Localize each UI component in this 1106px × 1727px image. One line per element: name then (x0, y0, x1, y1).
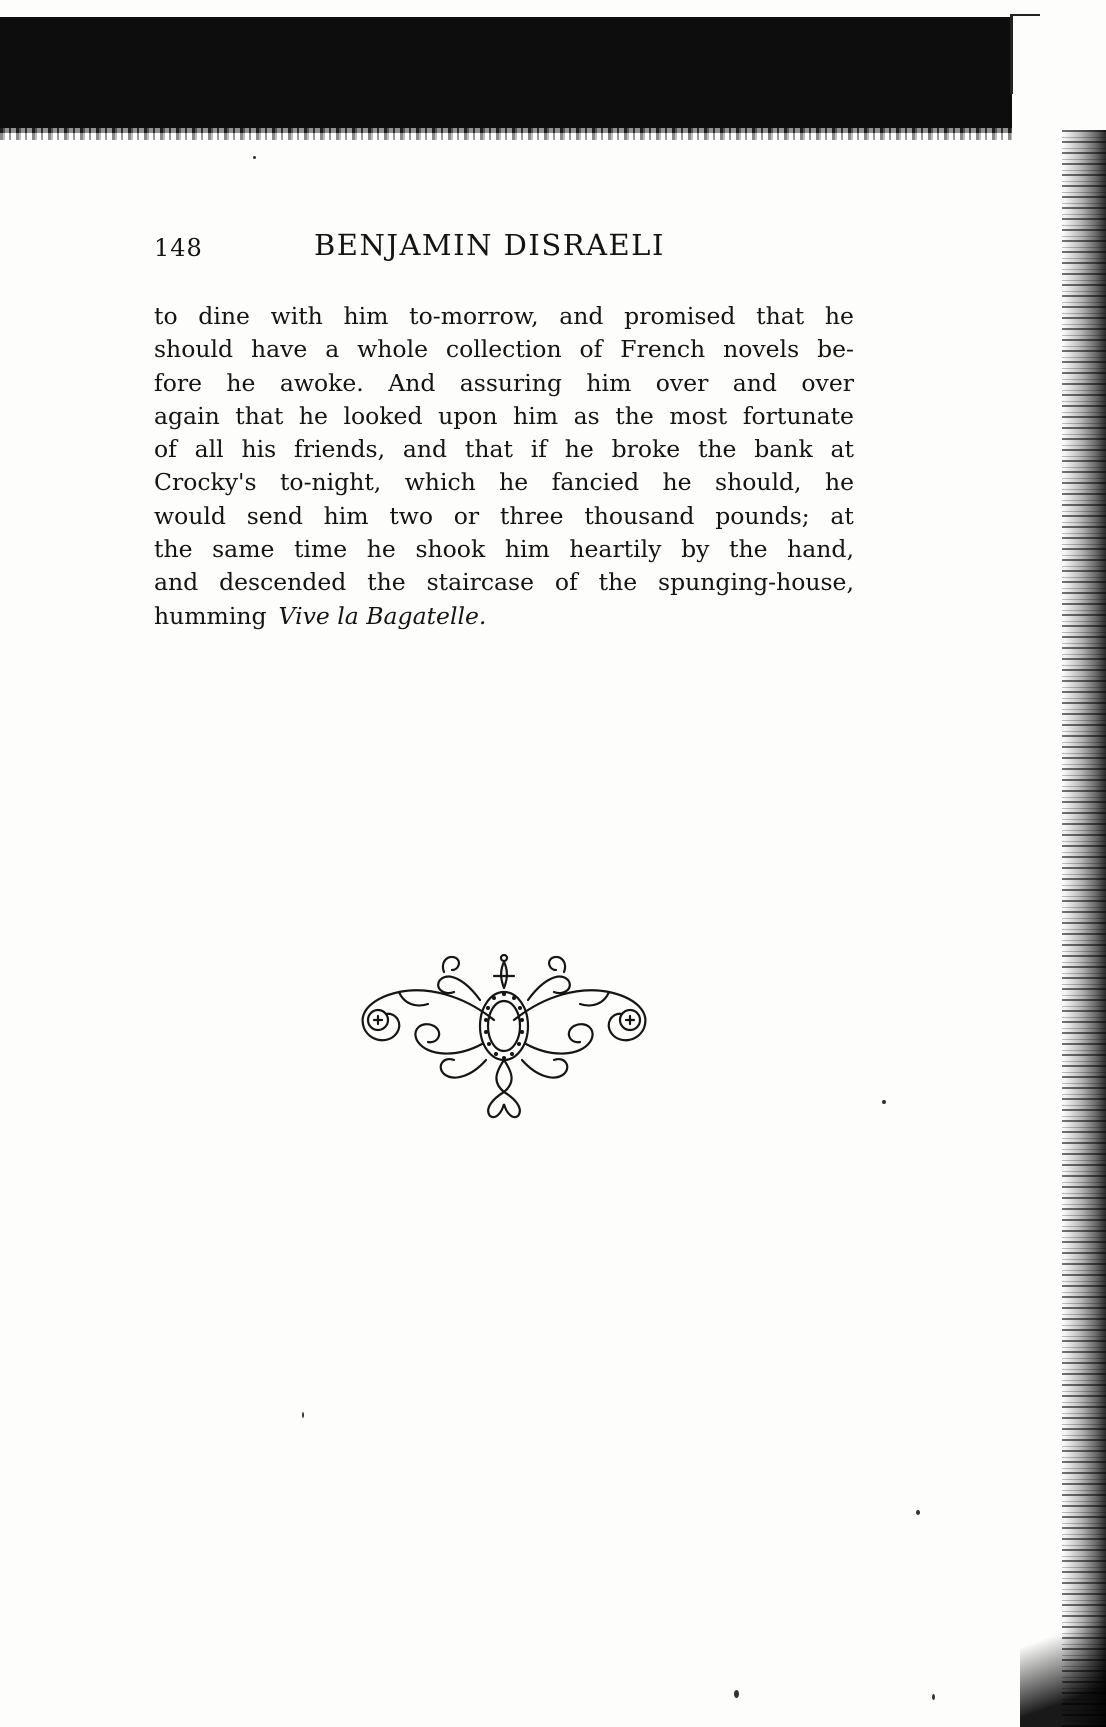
scan-speck (734, 1690, 739, 1698)
word: his (241, 435, 277, 464)
text-line-words (154, 566, 854, 599)
text-line-words (154, 300, 854, 333)
scan-speck (253, 156, 256, 159)
text-line (154, 300, 854, 333)
word: and (402, 435, 448, 464)
word: at (830, 501, 854, 530)
word: staircase (426, 568, 534, 597)
word: send (246, 501, 303, 530)
scan-shadow-fringe (0, 128, 1012, 140)
word: same (212, 535, 275, 564)
word: dine (198, 302, 250, 330)
word: fortunate (742, 401, 854, 430)
text-line (154, 466, 854, 499)
word: all (194, 435, 224, 464)
word: he (824, 302, 854, 330)
word: And (388, 368, 436, 397)
word: should, (715, 468, 802, 497)
word: descended (219, 568, 347, 597)
text-line (154, 333, 854, 366)
word: which (404, 468, 476, 497)
word: spunging-house, (658, 568, 854, 597)
word: he (824, 468, 854, 497)
scan-page-edge (1062, 130, 1106, 1727)
word: thousand (584, 501, 695, 530)
word: heartily (569, 535, 662, 564)
word: pounds; (715, 501, 810, 530)
word: fore (154, 368, 202, 397)
text-line (154, 500, 854, 533)
word: the (615, 401, 654, 430)
text-line-words (154, 367, 854, 400)
word: most (669, 401, 728, 430)
word: over (801, 368, 854, 397)
word: that (235, 401, 284, 430)
word: or (453, 501, 480, 530)
word: broke (611, 435, 681, 464)
word: of (579, 335, 603, 364)
scan-shadow-band (0, 17, 1012, 133)
scan-speck (932, 1694, 935, 1700)
scan-corner-shadow (1020, 1600, 1106, 1727)
word: promised (624, 302, 736, 330)
word: Crocky's (154, 468, 257, 497)
text-line (154, 566, 854, 599)
word: him (513, 401, 559, 430)
word: would (154, 501, 226, 530)
word: the (598, 568, 638, 597)
italic-song-title: Vive la Bagatelle. (278, 601, 487, 630)
word: friends, (294, 435, 386, 464)
word: hand, (787, 535, 854, 564)
word: awoke. (279, 368, 364, 397)
text-line-words (154, 333, 854, 366)
page-number: 148 (154, 234, 203, 262)
word: assuring (459, 368, 562, 397)
floral-scroll-ornament-icon (344, 948, 664, 1122)
word: with (270, 302, 323, 330)
word: him (323, 501, 369, 530)
word: again (154, 401, 220, 430)
scan-speck (882, 1100, 886, 1104)
running-head (154, 228, 854, 268)
scan-speck (302, 1412, 304, 1418)
word: he (366, 535, 396, 564)
text-line-words (154, 466, 854, 499)
word: of (554, 568, 578, 597)
word: he (226, 368, 256, 397)
word: time (294, 535, 348, 564)
text-line (154, 367, 854, 400)
word: looked (343, 401, 423, 430)
word: have (250, 335, 308, 364)
word: him (586, 368, 632, 397)
word: that (464, 435, 513, 464)
word: bank (754, 435, 813, 464)
word: the (729, 535, 768, 564)
word: three (499, 501, 564, 530)
word: to-night, (279, 468, 382, 497)
text-line-last (154, 600, 854, 633)
word: and (154, 568, 199, 597)
word: and (732, 368, 777, 397)
word: him (504, 535, 550, 564)
word: he (564, 435, 594, 464)
word: of (154, 435, 177, 464)
word: humming (154, 601, 267, 630)
word: he (298, 401, 328, 430)
text-line (154, 533, 854, 566)
word: and (559, 302, 604, 330)
word: upon (438, 401, 498, 430)
word: be- (817, 335, 854, 364)
word: novels (723, 335, 800, 364)
word: to-morrow, (409, 302, 539, 330)
word: the (154, 535, 193, 564)
scan-speck (916, 1510, 920, 1515)
body-paragraph (154, 300, 854, 633)
word: he (499, 468, 529, 497)
word: to (154, 302, 178, 330)
word: fancied (551, 468, 640, 497)
word: him (343, 302, 389, 330)
word: he (662, 468, 692, 497)
word: a (325, 335, 340, 364)
word: that (756, 302, 805, 330)
word: as (573, 401, 600, 430)
word: two (389, 501, 434, 530)
word: at (830, 435, 854, 464)
word: the (697, 435, 737, 464)
text-line (154, 400, 854, 433)
text-line-words (154, 533, 854, 566)
text-line-words (154, 400, 854, 433)
text-line-words (154, 433, 854, 466)
scan-edge-mark (1010, 14, 1040, 94)
word: should (154, 335, 234, 364)
word: by (681, 535, 710, 564)
text-line (154, 433, 854, 466)
word: the (367, 568, 406, 597)
word: shook (415, 535, 486, 564)
text-line-words (154, 500, 854, 533)
word: whole (357, 335, 428, 364)
word: if (530, 435, 547, 464)
running-title: BENJAMIN DISRAELI (314, 228, 665, 262)
word: French (620, 335, 706, 364)
word: collection (445, 335, 562, 364)
text-line-words (154, 600, 854, 633)
word: over (655, 368, 709, 397)
